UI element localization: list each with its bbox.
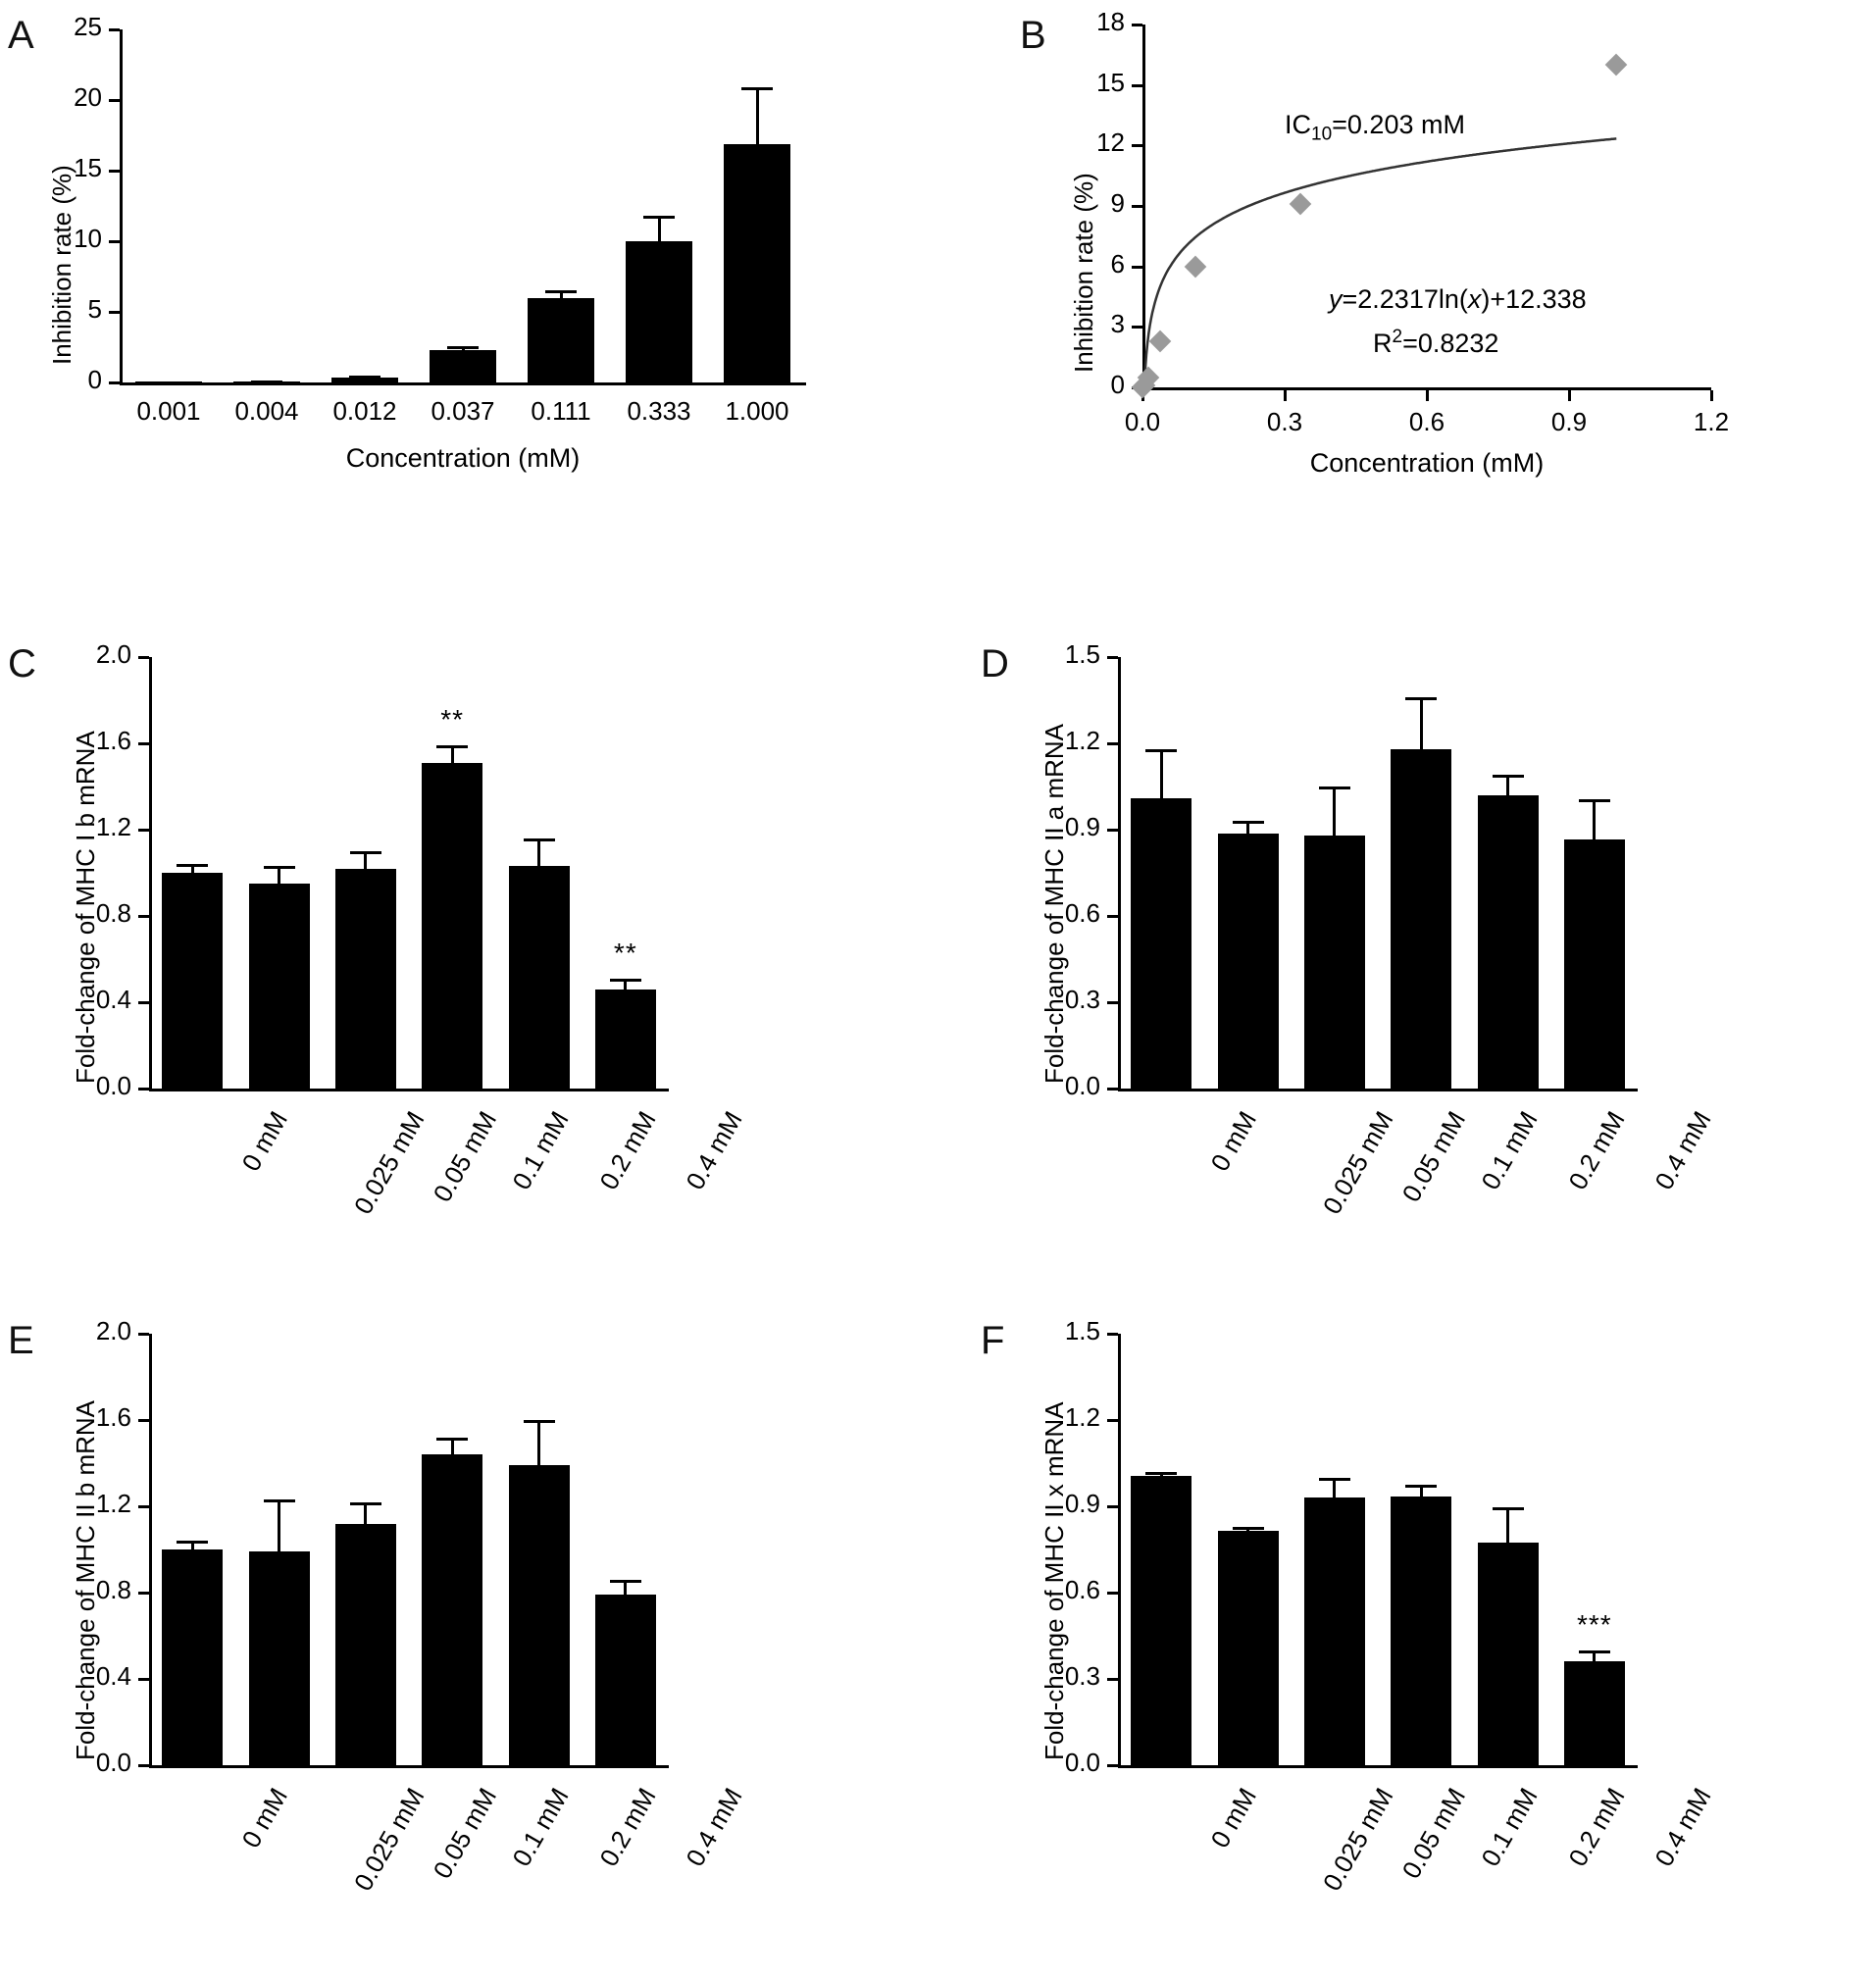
error-bar-cap [436,745,468,748]
bar [335,1524,396,1765]
x-axis-e [149,1765,669,1768]
y-tick-label: 15 [1096,67,1125,97]
y-tick-label: 0.9 [1064,812,1100,841]
x-tick-label: 0.025 mM [1316,1106,1399,1220]
x-tick-label: 0.2 mM [1561,1783,1631,1872]
y-axis-title-c: Fold-change of MHC I b mRNA [71,731,100,1084]
x-tick-label: 0.6 [1408,407,1445,436]
y-tick-label: 0.0 [1064,1071,1100,1100]
bar [1218,1531,1279,1765]
bar [1131,1476,1192,1765]
y-tick-label: 1.6 [95,1402,131,1432]
error-bar [278,1499,280,1551]
y-axis-title-b: Inhibition rate (%) [1069,173,1098,373]
x-tick-label: 0.004 [234,396,299,426]
y-tickmark [1132,205,1142,208]
error-bar-cap [1145,749,1177,752]
y-tick-label: 18 [1096,7,1125,36]
data-point-marker [1290,193,1312,216]
bar [1391,749,1451,1089]
error-bar [1420,697,1423,749]
x-axis-f [1118,1765,1638,1768]
x-tick-label: 0.001 [136,396,201,426]
y-tickmark [138,656,149,659]
y-tick-label: 1.6 [95,726,131,755]
y-tick-label: 10 [74,224,102,253]
bar [1391,1497,1451,1765]
y-tickmark [138,915,149,918]
x-tick-label: 0.037 [431,396,495,426]
y-tick-label: 0.9 [1064,1489,1100,1518]
bar [1304,1497,1365,1765]
panel-letter-f: F [981,1319,1005,1362]
y-tickmark [138,1333,149,1336]
y-axis-e [149,1334,152,1765]
y-tickmark [1107,915,1118,918]
y-tick-label: 25 [74,12,102,41]
error-bar [537,838,540,867]
error-bar-cap [741,87,773,90]
y-tickmark [1107,1764,1118,1767]
y-tick-label: 0.4 [95,985,131,1014]
x-tick-label: 0.4 mM [1648,1783,1717,1872]
error-bar-cap [177,1541,208,1544]
bar [162,1549,223,1765]
error-bar-cap [447,346,479,349]
x-tick-label: 0.3 [1266,407,1303,436]
error-bar-cap [1493,775,1524,778]
x-tick-label: 0.1 mM [1475,1106,1544,1195]
bar [1131,798,1192,1089]
x-tick-label: 0.4 mM [680,1783,748,1872]
error-bar-cap [1579,1650,1610,1653]
y-tick-label: 1.2 [1064,1402,1100,1432]
y-tickmark [138,742,149,745]
y-tickmark [1107,1678,1118,1681]
x-tick-label: 1.2 [1693,407,1730,436]
y-tick-label: 9 [1110,188,1125,218]
y-tick-label: 15 [74,153,102,182]
y-tickmark [1107,1088,1118,1091]
x-tick-label: 0.1 mM [506,1106,575,1195]
y-tickmark [109,311,120,314]
bar [1304,836,1365,1089]
bar [1218,834,1279,1089]
error-bar [1333,787,1336,836]
x-tick-label: 0.333 [627,396,691,426]
error-bar [537,1420,540,1465]
x-tick-label: 0.012 [332,396,397,426]
x-axis-c [149,1089,669,1091]
x-tickmark [1568,390,1571,401]
y-tickmark [1107,1419,1118,1422]
error-bar-cap [1233,1527,1264,1530]
y-tickmark [1132,266,1142,269]
error-bar-cap [1145,1472,1177,1475]
x-tick-label: 0 mM [235,1106,294,1177]
y-tick-label: 0.6 [1064,1575,1100,1604]
y-tick-label: 0.0 [95,1071,131,1100]
y-tick-label: 0.3 [1064,1661,1100,1691]
significance-marker: ** [440,704,465,736]
bar [249,1551,310,1765]
bar [422,1454,482,1765]
x-tick-label: 0.2 mM [592,1783,662,1872]
bar [509,1465,570,1765]
y-tick-label: 0.3 [1064,985,1100,1014]
error-bar-cap [264,1499,295,1502]
bar [724,144,790,382]
y-tick-label: 0.6 [1064,898,1100,928]
y-tick-label: 2.0 [95,639,131,669]
y-tick-label: 5 [87,294,102,324]
y-tick-label: 1.5 [1064,639,1100,669]
error-bar [1593,799,1596,839]
bar [1478,795,1539,1089]
y-axis-title-f: Fold-change of MHC II x mRNA [1039,1401,1069,1760]
y-tickmark [138,1419,149,1422]
bar [335,869,396,1089]
x-tick-label: 0.9 [1550,407,1588,436]
y-tickmark [138,829,149,832]
data-point-marker [1605,54,1628,76]
y-tick-label: 0.0 [1064,1748,1100,1777]
y-axis-d [1118,657,1121,1089]
annotation-equation: y=2.2317ln(x)+12.338 [1329,284,1587,314]
y-axis-a [120,29,123,382]
y-tickmark [1107,1505,1118,1508]
x-tick-label: 0.1 mM [506,1783,575,1872]
y-tickmark [1107,829,1118,832]
y-tickmark [138,1505,149,1508]
y-axis-title-d: Fold-change of MHC II a mRNA [1039,723,1069,1084]
y-tickmark [1107,1333,1118,1336]
error-bar-cap [1493,1507,1524,1510]
error-bar [1160,749,1163,798]
x-tick-label: 0.025 mM [347,1106,431,1220]
x-tick-label: 0.05 mM [427,1783,502,1884]
y-tick-label: 1.2 [95,812,131,841]
x-axis-a [120,382,806,385]
error-bar [1506,1507,1509,1542]
y-tick-label: 0.4 [95,1661,131,1691]
x-tickmark [1426,390,1429,401]
y-tickmark [109,381,120,384]
y-tick-label: 1.5 [1064,1316,1100,1345]
y-axis-title-e: Fold-change of MHC II b mRNA [71,1399,100,1760]
x-tick-label: 0.4 mM [1648,1106,1717,1195]
error-bar-cap [1233,821,1264,824]
y-tickmark [1132,24,1142,26]
significance-marker: ** [613,937,637,968]
x-tick-label: 0.05 mM [1395,1106,1471,1207]
error-bar [658,216,661,241]
y-tickmark [1107,656,1118,659]
x-tick-label: 0.025 mM [1316,1783,1399,1897]
panel-a [0,0,843,588]
bar [595,990,656,1089]
y-tickmark [138,1764,149,1767]
error-bar-cap [350,851,381,854]
bar [422,763,482,1089]
bar [162,873,223,1089]
x-tick-label: 0.025 mM [347,1783,431,1897]
bar [528,298,594,382]
panel-letter-a: A [8,14,34,57]
y-tick-label: 0.8 [95,898,131,928]
y-tickmark [1107,742,1118,745]
y-tickmark [138,1678,149,1681]
y-tick-label: 12 [1096,127,1125,158]
x-tick-label: 0.05 mM [1395,1783,1471,1884]
error-bar-cap [610,979,641,982]
error-bar-cap [1579,799,1610,802]
error-bar [1333,1478,1336,1498]
data-point-marker [1149,330,1172,352]
error-bar [364,1502,367,1524]
error-bar-cap [177,864,208,867]
x-tickmark [1710,390,1713,401]
error-bar-cap [1405,697,1437,700]
error-bar-cap [350,1502,381,1505]
bar [595,1595,656,1765]
panel-letter-b: B [1020,14,1046,57]
bar [1564,839,1625,1089]
error-bar-cap [610,1580,641,1583]
x-tick-label: 0.111 [531,396,591,426]
y-tickmark [1107,1592,1118,1595]
error-bar-cap [524,1420,555,1423]
y-tick-label: 3 [1110,309,1125,339]
panel-letter-d: D [981,642,1009,685]
error-bar-cap [643,216,675,219]
y-tickmark [109,240,120,243]
y-tickmark [138,1088,149,1091]
y-tickmark [1132,326,1142,329]
error-bar-cap [1319,787,1350,789]
x-tick-label: 0.0 [1124,407,1161,436]
y-tick-label: 0.0 [95,1748,131,1777]
annotation-ic10: $IC_{10}=0.203$ mM [1285,110,1465,145]
x-tick-label: 0.05 mM [427,1106,502,1207]
y-tickmark [1132,84,1142,87]
panel-letter-c: C [8,642,36,685]
y-tickmark [109,170,120,173]
error-bar-cap [251,381,282,383]
x-axis-d [1118,1089,1638,1091]
y-tickmark [109,99,120,102]
x-tick-label: 0 mM [235,1783,294,1853]
bar [135,381,202,382]
bar [1478,1543,1539,1765]
error-bar-cap [436,1438,468,1441]
y-tickmark [138,1592,149,1595]
bar [249,884,310,1089]
x-tick-label: 0 mM [1204,1106,1263,1177]
error-bar-cap [524,838,555,841]
y-tick-label: 0 [87,365,102,394]
x-axis-title-a: Concentration (mM) [345,443,581,473]
error-bar-cap [264,866,295,869]
error-bar-cap [349,376,380,379]
x-axis-title-b: Concentration (mM) [1309,448,1545,478]
error-bar-cap [1319,1478,1350,1481]
x-tick-label: 0.2 mM [1561,1106,1631,1195]
error-bar [1506,775,1509,795]
y-tickmark [1132,144,1142,147]
y-tick-label: 2.0 [95,1316,131,1345]
x-tick-label: 1.000 [725,396,789,426]
bar [430,350,496,382]
error-bar-cap [1405,1485,1437,1488]
y-tickmark [1107,1001,1118,1004]
x-tickmark [1284,390,1287,401]
significance-marker: *** [1576,1608,1612,1640]
x-tick-label: 0.1 mM [1475,1783,1544,1872]
panel-letter-e: E [8,1319,34,1362]
y-tickmark [109,28,120,31]
y-tick-label: 6 [1110,248,1125,279]
bar [1564,1661,1625,1765]
y-axis-c [149,657,152,1089]
y-axis-f [1118,1334,1121,1765]
x-tick-label: 0.2 mM [592,1106,662,1195]
y-tickmark [138,1001,149,1004]
y-axis-title-a: Inhibition rate (%) [47,165,76,365]
data-point-marker [1184,255,1206,278]
bar [509,866,570,1089]
y-tick-label: 20 [74,82,102,112]
error-bar-cap [545,290,577,293]
bar [626,241,692,382]
annotation-r-squared: $R^2=0.8232$ [1373,327,1499,358]
y-axis-b [1142,25,1145,387]
error-bar [756,87,759,144]
y-tick-label: 0 [1110,370,1125,399]
x-tick-label: 0.4 mM [680,1106,748,1195]
y-tick-label: 1.2 [1064,726,1100,755]
x-tick-label: 0 mM [1204,1783,1263,1853]
y-tick-label: 0.8 [95,1575,131,1604]
y-tick-label: 1.2 [95,1489,131,1518]
